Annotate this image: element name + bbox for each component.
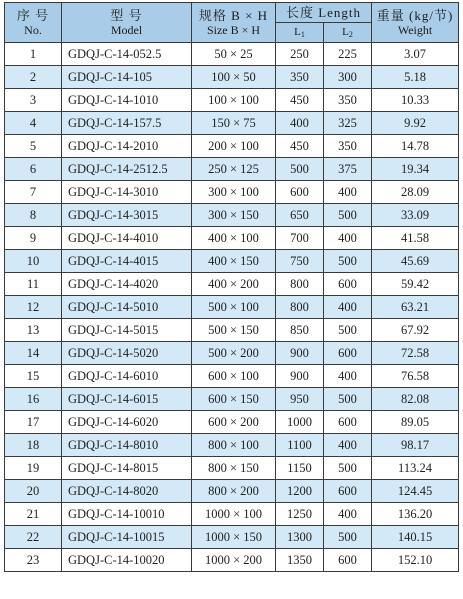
cell-l2: 600 [324,549,372,572]
cell-l1: 850 [276,319,324,342]
cell-model: GDQJ-C-14-10010 [62,503,192,526]
table-row [5,457,459,480]
cell-size: 800 × 200 [192,480,276,503]
cell-model: GDQJ-C-14-8020 [62,480,192,503]
header-weight-en: Weight [397,22,433,37]
cell-weight: 45.69 [372,250,459,273]
cell-l2: 500 [324,204,372,227]
cell-size: 400 × 200 [192,273,276,296]
cell-weight: 124.45 [372,480,459,503]
header-l2-letter: L [342,26,349,38]
cell-l2: 400 [324,365,372,388]
cell-model: GDQJ-C-14-10015 [62,526,192,549]
cell-weight: 33.09 [372,204,459,227]
cell-l1: 450 [276,135,324,158]
cell-model: GDQJ-C-14-5010 [62,296,192,319]
table-row [5,135,459,158]
cell-no: 17 [5,411,62,434]
cell-l2: 600 [324,411,372,434]
cell-size: 500 × 100 [192,296,276,319]
table-row [5,503,459,526]
cell-no: 8 [5,204,62,227]
cell-model: GDQJ-C-14-157.5 [62,112,192,135]
cell-model: GDQJ-C-14-6020 [62,411,192,434]
cell-l1: 400 [276,112,324,135]
cell-no: 5 [5,135,62,158]
cell-weight: 3.07 [372,43,459,66]
table-row [5,158,459,181]
cell-no: 4 [5,112,62,135]
cell-no: 6 [5,158,62,181]
table-row [5,89,459,112]
cell-l1: 700 [276,227,324,250]
cell-size: 100 × 100 [192,89,276,112]
cell-l2: 500 [324,250,372,273]
cell-l1: 1350 [276,549,324,572]
cell-l1: 1300 [276,526,324,549]
cell-l2: 400 [324,434,372,457]
cell-l1: 800 [276,273,324,296]
cell-model: GDQJ-C-14-105 [62,66,192,89]
cell-size: 800 × 150 [192,457,276,480]
table-row [5,227,459,250]
cell-no: 20 [5,480,62,503]
spec-table-container [4,2,458,596]
cell-no: 10 [5,250,62,273]
cell-l2: 300 [324,66,372,89]
cell-l2: 400 [324,181,372,204]
header-size [192,3,276,43]
table-row [5,549,459,572]
cell-model: GDQJ-C-14-8015 [62,457,192,480]
cell-l2: 500 [324,319,372,342]
header-l1 [276,23,324,43]
cell-no: 15 [5,365,62,388]
table-row [5,319,459,342]
cell-l2: 500 [324,526,372,549]
cell-model: GDQJ-C-14-2010 [62,135,192,158]
table-row [5,204,459,227]
cell-weight: 136.20 [372,503,459,526]
cell-no: 13 [5,319,62,342]
header-length [276,3,372,23]
cell-no: 12 [5,296,62,319]
header-size-en: Size B × H [206,22,261,37]
cell-no: 23 [5,549,62,572]
cell-no: 2 [5,66,62,89]
cell-l1: 800 [276,296,324,319]
cell-l1: 900 [276,342,324,365]
cell-weight: 140.15 [372,526,459,549]
table-row [5,112,459,135]
cell-l1: 1200 [276,480,324,503]
cell-l1: 650 [276,204,324,227]
cell-weight: 76.58 [372,365,459,388]
cell-weight: 41.58 [372,227,459,250]
cell-weight: 67.92 [372,319,459,342]
table-row [5,181,459,204]
cell-model: GDQJ-C-14-052.5 [62,43,192,66]
cell-model: GDQJ-C-14-3015 [62,204,192,227]
cell-size: 50 × 25 [192,43,276,66]
cell-l1: 1250 [276,503,324,526]
cell-l2: 400 [324,503,372,526]
cell-weight: 9.92 [372,112,459,135]
cell-model: GDQJ-C-14-2512.5 [62,158,192,181]
cell-weight: 152.10 [372,549,459,572]
cell-model: GDQJ-C-14-3010 [62,181,192,204]
cell-weight: 19.34 [372,158,459,181]
cell-size: 1000 × 200 [192,549,276,572]
cell-l1: 1100 [276,434,324,457]
cell-l2: 500 [324,457,372,480]
cell-l1: 1000 [276,411,324,434]
cell-no: 22 [5,526,62,549]
cell-size: 400 × 100 [192,227,276,250]
cell-size: 600 × 150 [192,388,276,411]
cell-no: 7 [5,181,62,204]
table-row [5,342,459,365]
header-l1-letter: L [294,26,301,38]
header-l2-sub: 2 [348,30,353,39]
cell-weight: 14.78 [372,135,459,158]
cell-model: GDQJ-C-14-6010 [62,365,192,388]
table-row [5,296,459,319]
cell-model: GDQJ-C-14-8010 [62,434,192,457]
cell-size: 600 × 200 [192,411,276,434]
header-model [62,3,192,43]
cell-weight: 113.24 [372,457,459,480]
cell-weight: 89.05 [372,411,459,434]
table-row [5,480,459,503]
header-weight [372,3,459,43]
table-row [5,388,459,411]
cell-no: 16 [5,388,62,411]
table-row [5,434,459,457]
cell-l1: 450 [276,89,324,112]
table-row [5,250,459,273]
cell-model: GDQJ-C-14-4020 [62,273,192,296]
cell-l1: 900 [276,365,324,388]
cell-weight: 59.42 [372,273,459,296]
cell-weight: 72.58 [372,342,459,365]
cell-model: GDQJ-C-14-5015 [62,319,192,342]
cell-l2: 225 [324,43,372,66]
cell-size: 500 × 150 [192,319,276,342]
cell-size: 300 × 100 [192,181,276,204]
cell-l1: 250 [276,43,324,66]
header-no-en: No. [24,22,42,37]
header-row-1 [5,3,459,23]
cell-l2: 325 [324,112,372,135]
cell-l2: 600 [324,480,372,503]
cell-weight: 63.21 [372,296,459,319]
cell-model: GDQJ-C-14-6015 [62,388,192,411]
spec-table [4,2,459,572]
table-row [5,66,459,89]
cell-no: 18 [5,434,62,457]
table-row [5,365,459,388]
cell-model: GDQJ-C-14-5020 [62,342,192,365]
cell-size: 1000 × 100 [192,503,276,526]
cell-model: GDQJ-C-14-1010 [62,89,192,112]
cell-l2: 600 [324,342,372,365]
header-size-zh: 规格 B × H [198,7,269,23]
cell-size: 600 × 100 [192,365,276,388]
cell-weight: 28.09 [372,181,459,204]
cell-weight: 10.33 [372,89,459,112]
cell-size: 1000 × 150 [192,526,276,549]
cell-size: 100 × 50 [192,66,276,89]
cell-l2: 400 [324,227,372,250]
cell-size: 300 × 150 [192,204,276,227]
cell-size: 800 × 100 [192,434,276,457]
cell-model: GDQJ-C-14-10020 [62,549,192,572]
header-weight-zh: 重量 (kg/节) [376,7,454,23]
header-length-label: 长度 Length [285,4,362,20]
cell-no: 21 [5,503,62,526]
cell-l1: 750 [276,250,324,273]
table-row [5,411,459,434]
cell-l1: 500 [276,158,324,181]
cell-l1: 600 [276,181,324,204]
header-l1-sub: 1 [300,30,305,39]
cell-weight: 98.17 [372,434,459,457]
cell-no: 9 [5,227,62,250]
cell-size: 200 × 100 [192,135,276,158]
table-row [5,273,459,296]
cell-l2: 400 [324,296,372,319]
cell-l2: 375 [324,158,372,181]
cell-l2: 500 [324,388,372,411]
header-model-en: Model [110,22,143,37]
cell-l1: 1150 [276,457,324,480]
cell-size: 250 × 125 [192,158,276,181]
cell-size: 500 × 200 [192,342,276,365]
cell-model: GDQJ-C-14-4015 [62,250,192,273]
cell-no: 1 [5,43,62,66]
cell-no: 19 [5,457,62,480]
table-row [5,526,459,549]
header-model-zh: 型 号 [110,7,143,23]
cell-model: GDQJ-C-14-4010 [62,227,192,250]
cell-size: 150 × 75 [192,112,276,135]
header-no-zh: 序 号 [16,7,50,23]
cell-l1: 950 [276,388,324,411]
cell-no: 14 [5,342,62,365]
cell-weight: 5.18 [372,66,459,89]
header-l2 [324,23,372,43]
cell-no: 11 [5,273,62,296]
table-header [5,3,459,43]
table-row [5,43,459,66]
cell-weight: 82.08 [372,388,459,411]
cell-l1: 350 [276,66,324,89]
cell-l2: 600 [324,273,372,296]
table-body [5,43,459,572]
cell-l2: 350 [324,135,372,158]
cell-size: 400 × 150 [192,250,276,273]
header-no [5,3,62,43]
cell-l2: 350 [324,89,372,112]
cell-no: 3 [5,89,62,112]
